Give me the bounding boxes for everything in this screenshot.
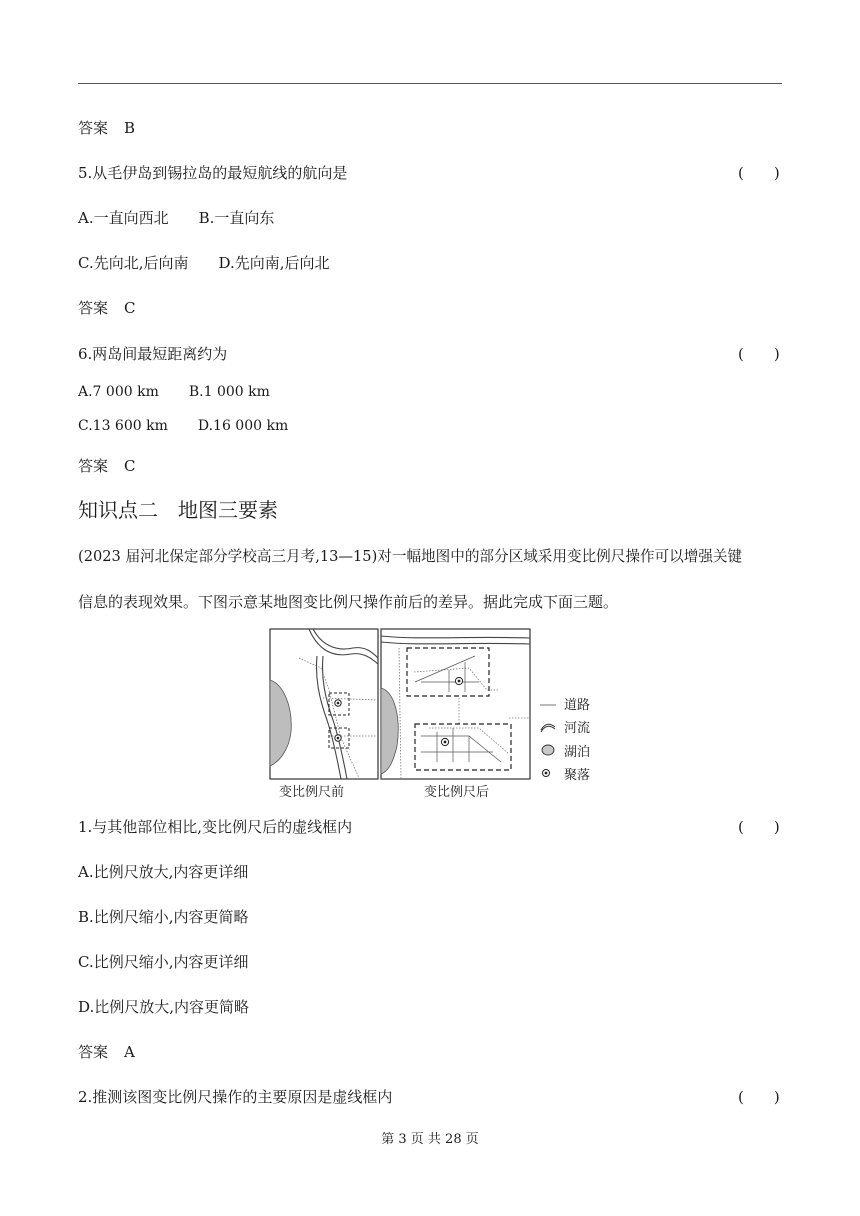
legend-river (540, 721, 590, 737)
question-2-answer-blank: ( ) (738, 1088, 780, 1106)
question-6-options-cd (78, 416, 288, 436)
answer-label: 答案 (78, 457, 109, 475)
section-title-b: 地图三要素 (178, 498, 278, 522)
legend-settlement-label: 聚落 (564, 767, 591, 783)
option-b: B.1 000 km (188, 384, 270, 400)
settlement-icon (540, 767, 556, 784)
question-1-option-b: B.比例尺缩小,内容更简略 (78, 908, 249, 926)
road-icon (540, 698, 556, 714)
question-1-option-d: D.比例尺放大,内容更简略 (78, 998, 250, 1016)
legend-lake (540, 744, 590, 761)
option-b: B.一直向东 (198, 209, 275, 227)
answer-label: 答案 (78, 119, 109, 137)
answer-label: 答案 (78, 299, 109, 317)
section-title-a: 知识点二 (78, 498, 158, 522)
river-icon (540, 721, 556, 737)
caption-before: 变比例尺前 (279, 785, 345, 800)
legend-road-label: 道路 (564, 698, 591, 713)
section-heading (78, 497, 278, 523)
question-1-option-a: A.比例尺放大,内容更详细 (78, 863, 249, 881)
question-5-stem: 5.从毛伊岛到锡拉岛的最短航线的航向是 (78, 164, 348, 182)
answer-value: A (124, 1043, 135, 1061)
map-after-panel (381, 629, 530, 779)
question-6-stem: 6.两岛间最短距离约为 (78, 345, 228, 363)
answer-value: C (124, 299, 136, 317)
caption-after: 变比例尺后 (424, 785, 490, 800)
legend-road (540, 698, 590, 714)
lake-icon (540, 744, 556, 761)
question-5-answer-blank: ( ) (738, 164, 780, 182)
answer-value: B (124, 119, 136, 137)
intro-line-2: 信息的表现效果。下图示意某地图变比例尺操作前后的差异。据此完成下面三题。 (78, 593, 619, 611)
option-a: A.7 000 km (78, 384, 159, 400)
option-d: D.先向南,后向北 (218, 254, 330, 272)
question-2-stem: 2.推测该图变比例尺操作的主要原因是虚线框内 (78, 1088, 393, 1106)
answer-line (78, 118, 135, 138)
question-5-options-ab (78, 208, 274, 228)
map-before-panel (270, 629, 378, 779)
legend-river-label: 河流 (564, 721, 591, 736)
question-1-answer-blank: ( ) (738, 818, 780, 836)
question-1-option-c: C.比例尺缩小,内容更详细 (78, 953, 249, 971)
legend-settlement (540, 767, 590, 784)
question-5-options-cd (78, 253, 330, 273)
question-6-answer-blank: ( ) (738, 345, 780, 363)
option-a: A.一直向西北 (78, 209, 169, 227)
legend-lake-label: 湖泊 (564, 744, 591, 760)
answer-label: 答案 (78, 1043, 109, 1061)
intro-line-1: (2023 届河北保定部分学校高三月考,13—15)对一幅地图中的部分区域采用变比例尺操作可以增强关键 (78, 548, 743, 565)
option-c: C.13 600 km (78, 418, 168, 434)
option-c: C.先向北,后向南 (78, 254, 189, 272)
header-rule (78, 83, 782, 84)
answer-line (78, 1042, 135, 1062)
answer-line (78, 298, 136, 318)
answer-value: C (124, 457, 136, 475)
question-6-options-ab (78, 382, 270, 402)
option-d: D.16 000 km (197, 418, 289, 434)
page-footer: 第 3 页 共 28 页 (381, 1132, 479, 1147)
question-1-stem: 1.与其他部位相比,变比例尺后的虚线框内 (78, 818, 353, 836)
answer-line (78, 456, 136, 476)
